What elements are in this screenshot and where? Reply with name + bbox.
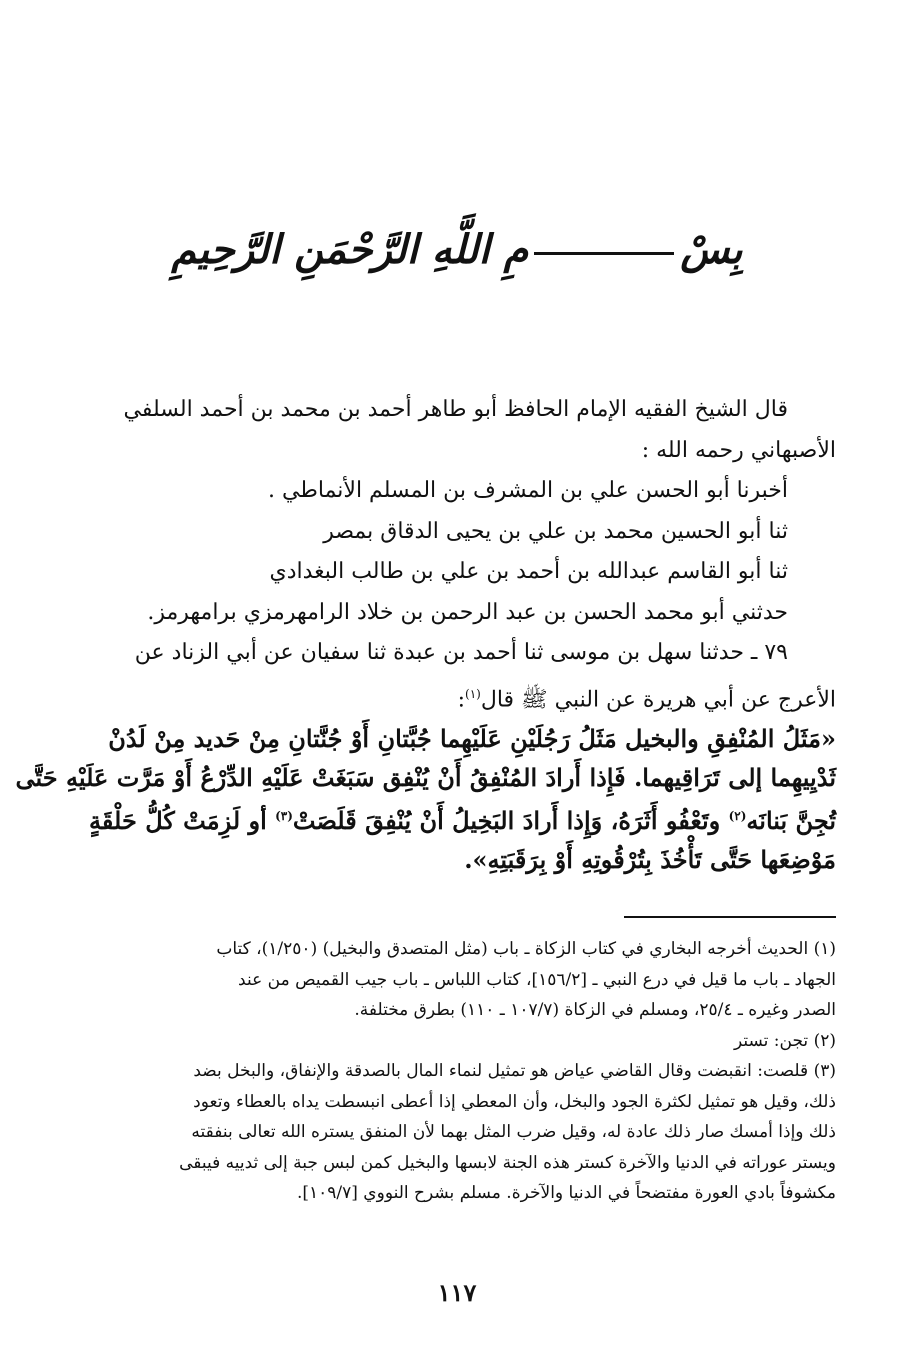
hadith-line-3 xyxy=(89,797,836,841)
footnote-3-line-1: (٣) قلصت: انقبضت وقال القاضي عياض هو تمثيل لنماء المال بالصدقة والإنفاق، والبخل بضد xyxy=(193,1061,836,1081)
hadith-intro-colon: : xyxy=(457,686,466,712)
basmala-heading xyxy=(0,226,914,273)
isnad-line-2: ثنا أبو الحسين محمد بن علي بن يحيى الدقاق بمصر xyxy=(323,518,788,544)
footnote-ref-3: (٣) xyxy=(275,809,293,824)
basmala-kashida-stroke xyxy=(534,252,674,255)
hadith-line-4: مَوْضِعَها حَتَّى تَأْخُذَ بِتُرْقُوتِهِ أَوْ بِرَقَبَتِهِ». xyxy=(464,844,836,874)
footnote-3-line-3: ذلك وإذا أمسك صار ذلك عادة له، وقيل ضرب المثل بهما لأن المنفق يستره الله تعالى بنفقته xyxy=(191,1122,836,1142)
basmala-rest: مِ اللَّهِ الرَّحْمَنِ الرَّحِيمِ xyxy=(171,226,529,273)
intro-line-2: الأصبهاني رحمه الله : xyxy=(641,437,836,463)
footnote-ref-2: (٢) xyxy=(728,809,747,824)
footnote-3-line-5: مكشوفاً بادي العورة مفتضحاً في الدنيا والآخرة. مسلم بشرح النووي [١٠٩/٧]. xyxy=(296,1183,836,1203)
hadith-line-3a: تُجِنَّ بَنانَه xyxy=(746,806,836,836)
hadith-line-3c: أو لَزِمَتْ كُلُّ حَلْقَةٍ xyxy=(89,806,276,836)
footnote-2: (٢) تجن: تستر xyxy=(733,1030,836,1051)
main-text xyxy=(15,390,836,879)
hadith-intro-line-2 xyxy=(104,674,836,721)
footnote-3-line-4: ويستر عوراته في الدنيا والآخرة كستر هذه الجنة لابسها والبخيل كمن لبس جبة إلى ثدييه فيبقى xyxy=(179,1152,836,1173)
footnote-1-line-1: (١) الحديث أخرجه البخاري في كتاب الزكاة ـ باب (مثل المتصدق والبخيل) (١/٢٥٠)، كتاب xyxy=(216,939,836,959)
hadith-intro-text: الأعرج عن أبي هريرة عن النبي ﷺ قال xyxy=(480,686,836,712)
isnad-line-3: ثنا أبو القاسم عبدالله بن أحمد بن علي بن طالب البغدادي xyxy=(269,559,788,584)
hadith-intro-line-1: ٧٩ ـ حدثنا سهل بن موسى ثنا أحمد بن عبدة ثنا سفيان عن أبي الزناد عن xyxy=(134,640,788,665)
basmala-start: بِسْ xyxy=(680,226,743,273)
hadith-line-2: ثَدْيِيهِما إلى تَرَاقِيهما. فَإِذا أَرادَ المُنْفِقُ أَنْ يُنْفِق سَبَغَتْ عَلَيْهِ الدِّرْعُ أَوْ مَرَّت عَلَيْهِ حَتَّى xyxy=(15,762,836,792)
footnotes xyxy=(104,934,836,1209)
page-number: ١١٧ xyxy=(437,1278,477,1307)
hadith-line-1: «مَثَلُ المُنْفِقِ والبخيل مَثَلُ رَجُلَيْنِ عَلَيْهِما جُبَّتانِ أَوْ جُنَّتانِ مِنْ حَديد مِنْ لَدُنْ xyxy=(108,724,836,754)
hadith-line-3b: وتَعْفُو أَثَرَهُ، وَإِذا أَرادَ البَخِيلُ أَنْ يُنْفِقَ قَلَصَتْ xyxy=(292,806,729,836)
footnote-ref-1: (١) xyxy=(465,686,481,701)
footnote-1-line-2: الجهاد ـ باب ما قيل في درع النبي ـ [١٥٦/٢]، كتاب اللباس ـ باب جيب القميص من عند xyxy=(238,969,836,990)
footnote-separator xyxy=(624,916,836,918)
intro-line-1: قال الشيخ الفقيه الإمام الحافظ أبو طاهر أحمد بن محمد بن أحمد السلفي xyxy=(123,397,788,422)
footnote-1-line-3: الصدر وغيره ـ ٢٥/٤، ومسلم في الزكاة (١٠٧/٧ ـ ١١٠) بطرق مختلفة. xyxy=(354,1000,836,1020)
isnad-line-1: أخبرنا أبو الحسن علي بن المشرف بن المسلم الأنماطي . xyxy=(268,478,788,503)
isnad-line-4: حدثني أبو محمد الحسن بن عبد الرحمن بن خلاد الرامهرمزي برامهرمز. xyxy=(147,599,788,625)
footnote-3-line-2: ذلك، وقيل هو تمثيل لكثرة الجود والبخل، وأن المعطي إذا أعطى انبسطت يداه بالعطاء وتعود xyxy=(193,1091,836,1112)
